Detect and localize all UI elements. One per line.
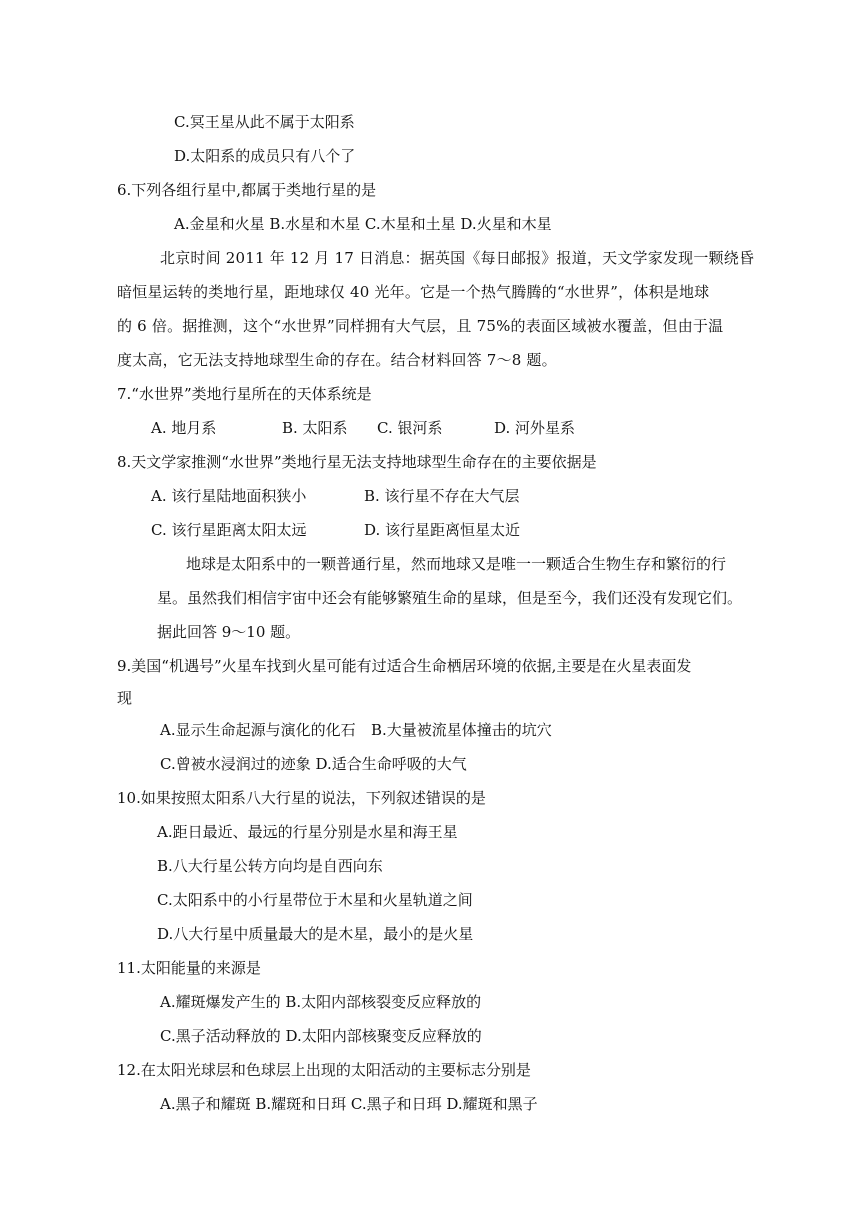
q8-option-b: B. 该行星不存在大气层 bbox=[364, 487, 520, 505]
q8-stem: 8.天文学家推测“水世界”类地行星无法支持地球型生命存在的主要依据是 bbox=[117, 453, 597, 471]
q9-stem: 9.美国“机遇号”火星车找到火星可能有过适合生命栖居环境的依据,主要是在火星表面发 bbox=[117, 657, 692, 675]
q7-option-b: B. 太阳系 bbox=[282, 419, 348, 437]
passage-1-line-3: 的 6 倍。据推测，这个“水世界”同样拥有大气层，且 75%的表面区域被水覆盖，但由于温 bbox=[117, 317, 724, 335]
passage-1-line-4: 度太高，它无法支持地球型生命的存在。结合材料回答 7～8 题。 bbox=[117, 351, 557, 369]
passage-2-line-2: 星。虽然我们相信宇宙中还会有能够繁殖生命的星球，但是至今，我们还没有发现它们。 bbox=[157, 589, 743, 607]
q7-option-c: C. 银河系 bbox=[377, 419, 443, 437]
q9-options-c-d: C.曾被水浸润过的迹象 D.适合生命呼吸的大气 bbox=[160, 755, 467, 773]
q10-stem: 10.如果按照太阳系八大行星的说法，下列叙述错误的是 bbox=[117, 789, 486, 807]
q10-option-d: D.八大行星中质量最大的是木星，最小的是火星 bbox=[157, 925, 474, 943]
q7-option-d: D. 河外星系 bbox=[494, 419, 576, 437]
q5-option-d: D.太阳系的成员只有八个了 bbox=[174, 147, 356, 165]
q10-option-c: C.太阳系中的小行星带位于木星和火星轨道之间 bbox=[157, 891, 473, 909]
q12-stem: 12.在太阳光球层和色球层上出现的太阳活动的主要标志分别是 bbox=[117, 1061, 531, 1079]
passage-1-line-2: 暗恒星运转的类地行星，距地球仅 40 光年。它是一个热气腾腾的“水世界”，体积是地球 bbox=[117, 283, 710, 301]
q10-option-b: B.八大行星公转方向均是自西向东 bbox=[157, 857, 383, 875]
q9-option-b: B.大量被流星体撞击的坑穴 bbox=[371, 721, 552, 739]
q7-option-a: A. 地月系 bbox=[151, 419, 217, 437]
passage-1-line-1: 北京时间 2011 年 12 月 17 日消息：据英国《每日邮报》报道，天文学家发现一颗绕昏 bbox=[160, 249, 755, 267]
q5-option-c: C.冥王星从此不属于太阳系 bbox=[174, 113, 355, 131]
q8-option-c: C. 该行星距离太阳太远 bbox=[151, 521, 307, 539]
q9-option-a: A.显示生命起源与演化的化石 bbox=[160, 721, 356, 739]
q8-option-a: A. 该行星陆地面积狭小 bbox=[151, 487, 307, 505]
q6-stem: 6.下列各组行星中,都属于类地行星的是 bbox=[117, 181, 377, 199]
q11-stem: 11.太阳能量的来源是 bbox=[117, 959, 261, 977]
q6-options: A.金星和火星 B.水星和木星 C.木星和土星 D.火星和木星 bbox=[174, 215, 552, 233]
q11-options-a-b: A.耀斑爆发产生的 B.太阳内部核裂变反应释放的 bbox=[160, 993, 482, 1011]
q11-options-c-d: C.黑子活动释放的 D.太阳内部核聚变反应释放的 bbox=[160, 1027, 482, 1045]
q10-option-a: A.距日最近、最远的行星分别是水星和海王星 bbox=[157, 823, 458, 841]
q9-stem-continued: 现 bbox=[117, 689, 133, 707]
passage-2-line-3: 据此回答 9～10 题。 bbox=[157, 623, 301, 641]
passage-2-line-1: 地球是太阳系中的一颗普通行星，然而地球又是唯一一颗适合生物生存和繁衍的行 bbox=[186, 555, 727, 573]
q7-stem: 7.“水世界”类地行星所在的天体系统是 bbox=[117, 385, 372, 403]
q8-option-d: D. 该行星距离恒星太近 bbox=[364, 521, 521, 539]
q12-options: A.黑子和耀斑 B.耀斑和日珥 C.黑子和日珥 D.耀斑和黑子 bbox=[160, 1095, 538, 1113]
